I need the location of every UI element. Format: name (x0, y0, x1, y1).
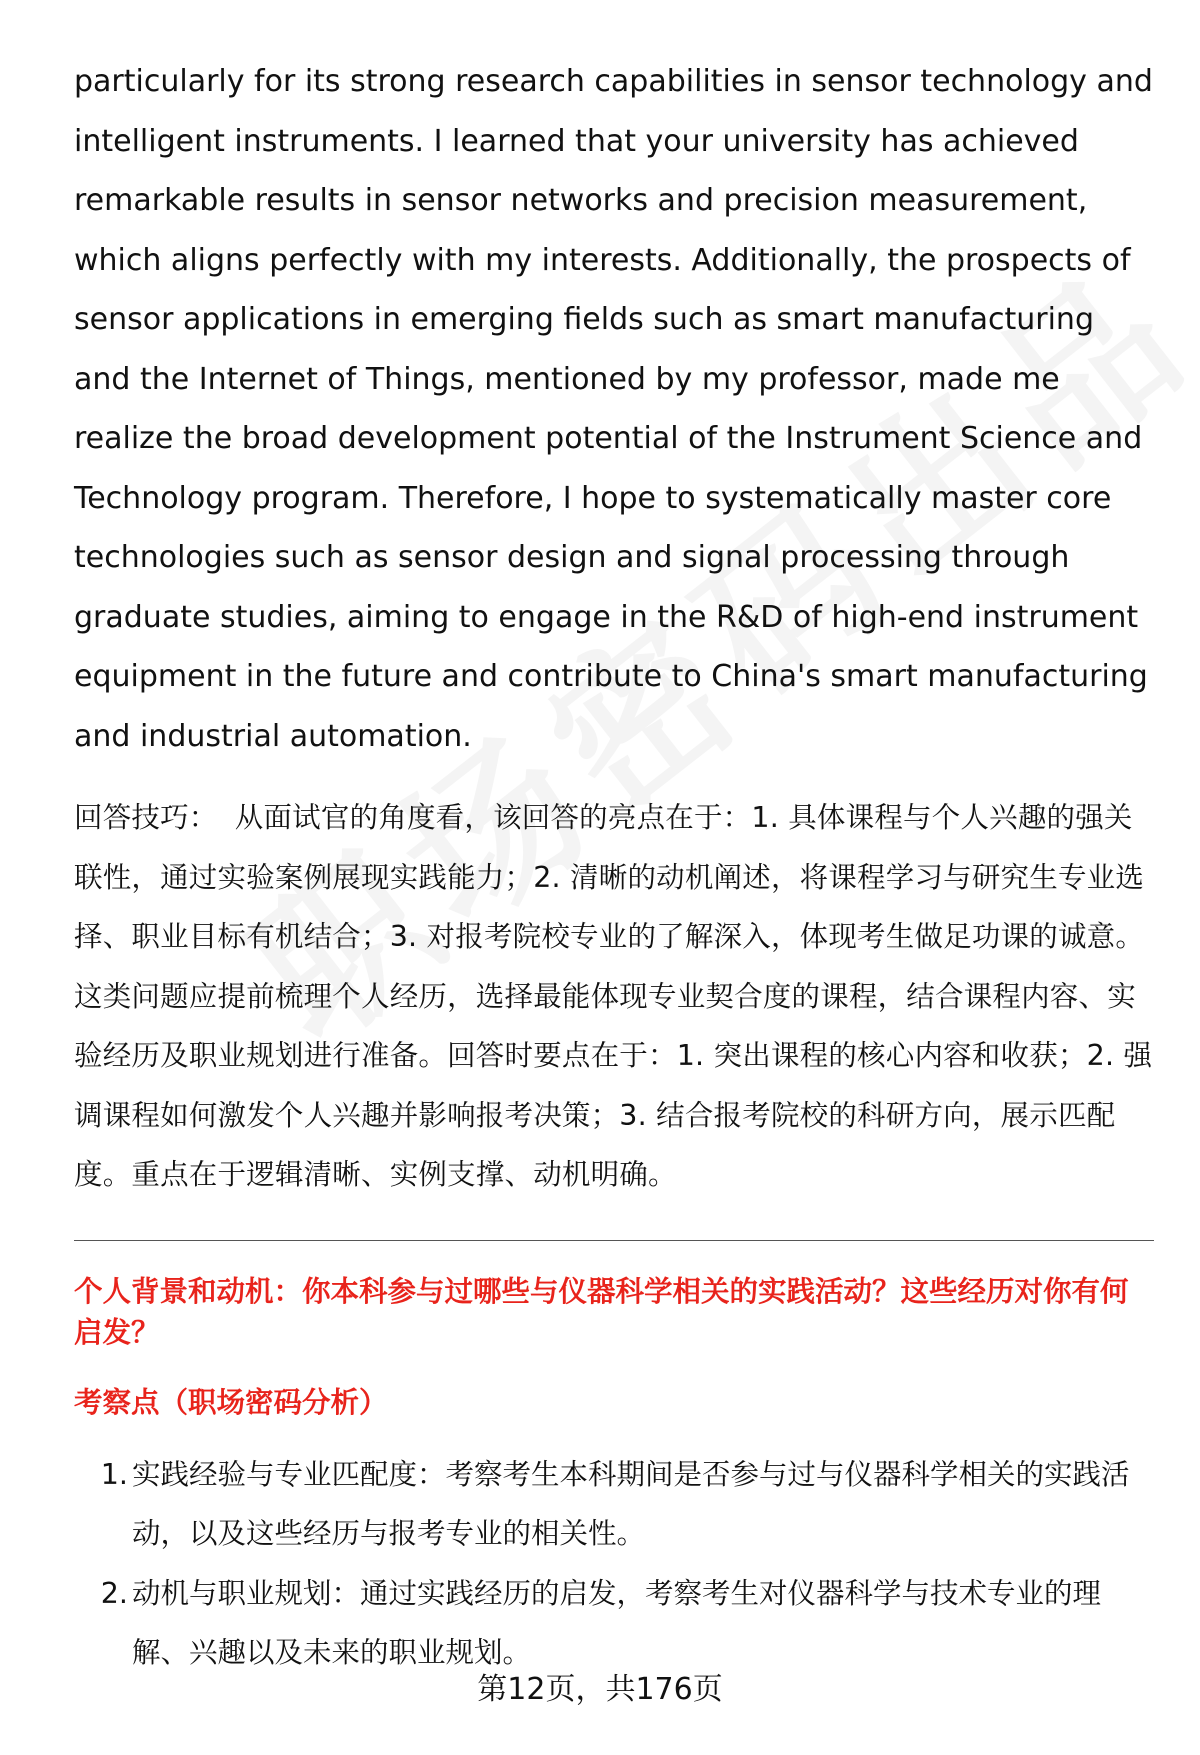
list-item (74, 1445, 1154, 1564)
page-number-footer: 第12页，共176页 (477, 1672, 723, 1707)
list-item-number: 2. (100, 1576, 128, 1610)
page-content (74, 52, 1154, 1683)
tips-text: 从面试官的角度看，该回答的亮点在于：1. 具体课程与个人兴趣的强关联性，通过实验案例展现实践能力；2. 清晰的动机阐述，将课程学习与研究生专业选择、职业目标有机结合；3. 对报考院校专业的了解深入，体现考生做足功课的诚意。这类问题应提前梳理个人经历，选择最能体现专业契合度的课程，结合课程内容、实验经历及职业规划进行准备。回答时要点在于：1. 突出课程的核心内容和收获；2. 强调课程如何激发个人兴趣并影响报考决策；3. 结合报考院校的科研方向，展示匹配度。重点在于逻辑清晰、实例支撑、动机明确。 (74, 801, 1153, 1191)
question-heading: 个人背景和动机：你本科参与过哪些与仪器科学相关的实践活动？这些经历对你有何启发？ (74, 1274, 1129, 1349)
answer-paragraph: particularly for its strong research capabilities in sensor technology and intelligent instruments. I learned that your university has achieved remarkable results in sensor networks and precision measurement, which aligns perfectly with my interests. Additionally, the prospects of sensor applications in emerging fields such as smart manufacturing and the Internet of Things, mentioned by my professor, made me realize the broad development potential of the Instrument Science and Technology program. Therefore, I hope to systematically master core technologies such as sensor design and signal processing through graduate studies, aiming to engage in the R&D of high-end instrument equipment in the future and contribute to China's smart manufacturing and industrial automation. (74, 64, 1153, 754)
tips-label: 回答技巧： (74, 801, 218, 834)
list-item-text: 动机与职业规划：通过实践经历的启发，考察考生对仪器科学与技术专业的理解、兴趣以及未来的职业规划。 (132, 1576, 1102, 1669)
answer-tips (74, 788, 1154, 1205)
list-item-number: 1. (100, 1457, 128, 1491)
exam-points-list (74, 1445, 1154, 1683)
list-item-text: 实践经验与专业匹配度：考察考生本科期间是否参与过与仪器科学相关的实践活动，以及这些经历与报考专业的相关性。 (132, 1457, 1130, 1550)
list-item (74, 1564, 1154, 1683)
section-divider (74, 1240, 1154, 1241)
exam-points-heading: 考察点（职场密码分析） (74, 1385, 388, 1419)
